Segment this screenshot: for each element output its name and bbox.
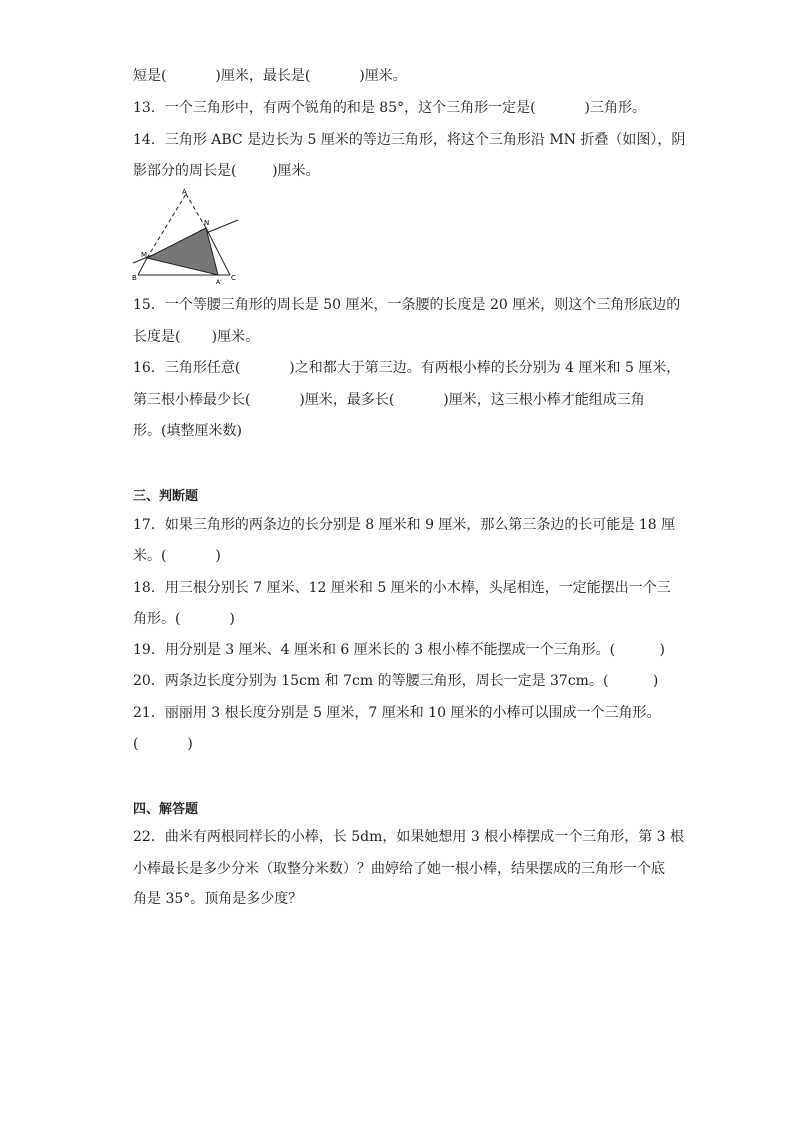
question-18-line-2: 角形。( ) <box>133 611 235 627</box>
folded-triangle-figure <box>130 186 242 286</box>
question-16-line-3: 形。(填整厘米数) <box>133 423 242 439</box>
question-22-line-2: 小棒最长是多少分米（取整分米数）？曲婷给了她一根小棒，结果摆成的三角形一个底 <box>133 861 665 877</box>
question-15-line-2: 长度是( )厘米。 <box>133 329 260 345</box>
question-18-line-1: 18．用三根分别长 7 厘米、12 厘米和 5 厘米的小木棒，头尾相连，一定能摆出一个三 <box>133 580 671 596</box>
section-heading-judgment: 三、判断题 <box>133 489 199 504</box>
question-19: 19．用分别是 3 厘米、4 厘米和 6 厘米长的 3 根小棒不能摆成一个三角形。( ) <box>133 642 666 658</box>
question-14-line-1: 14．三角形 ABC 是边长为 5 厘米的等边三角形，将这个三角形沿 MN 折叠（如图），阴 <box>133 132 686 148</box>
question-20: 20．两条边长度分别为 15cm 和 7cm 的等腰三角形，周长一定是 37cm。( ) <box>133 673 659 689</box>
question-22-line-3: 角是 35°。顶角是多少度？ <box>133 891 303 907</box>
question-17-line-2: 米。( ) <box>133 548 221 564</box>
question-21-line-2: ( ) <box>133 736 193 752</box>
question-14-line-2: 影部分的周长是( )厘米。 <box>133 163 320 179</box>
dashed-side-an <box>186 194 206 228</box>
label-a-prime: A' <box>216 279 222 286</box>
label-m: M <box>141 251 148 259</box>
question-16-line-2: 第三根小棒最少长( )厘米，最多长( )厘米，这三根小棒才能组成三角 <box>133 392 645 408</box>
text-line-1: 短是( )厘米，最长是( )厘米。 <box>133 68 407 84</box>
label-c: C <box>231 274 236 282</box>
section-heading-answer: 四、解答题 <box>133 802 199 817</box>
label-n: N <box>204 219 210 227</box>
question-15-line-1: 15．一个等腰三角形的周长是 50 厘米，一条腰的长度是 20 厘米，则这个三角形底边的 <box>133 297 681 313</box>
question-22-line-1: 22．曲米有两根同样长的小棒，长 5dm，如果她想用 3 根小棒摆成一个三角形，第 3 根 <box>133 829 685 845</box>
shaded-region <box>147 228 218 275</box>
question-13: 13．一个三角形中，有两个锐角的和是 85°，这个三角形一定是( )三角形。 <box>133 100 646 116</box>
question-16-line-1: 16．三角形任意( )之和都大于第三边。有两根小棒的长分别为 4 厘米和 5 厘米， <box>133 360 681 376</box>
question-21-line-1: 21．丽丽用 3 根长度分别是 5 厘米，7 厘米和 10 厘米的小棒可以围成一个三角形。 <box>133 705 661 721</box>
question-17-line-1: 17．如果三角形的两条边的长分别是 8 厘米和 9 厘米，那么第三条边的长可能是 18 厘 <box>133 517 676 533</box>
label-b: B <box>132 274 137 282</box>
label-a: A <box>182 188 187 196</box>
